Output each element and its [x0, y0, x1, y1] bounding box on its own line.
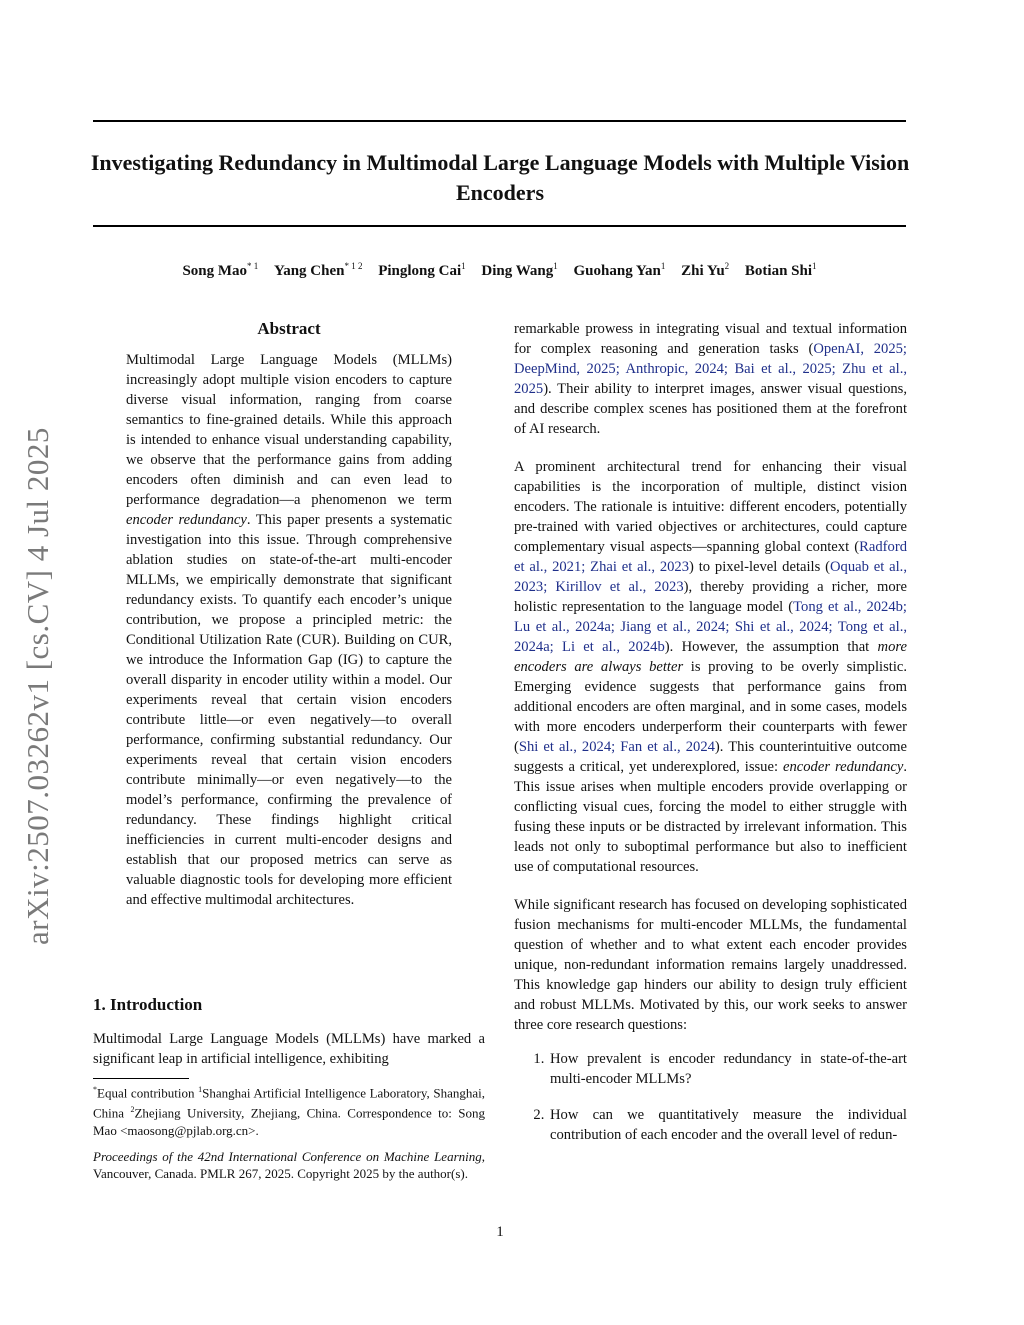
citation-link[interactable]: Radford et al., 2021; Zhai et al., 2023: [514, 539, 907, 575]
author-3: Pinglong Cai$^1$: [378, 261, 466, 279]
arxiv-side-stamp: arXiv:2507.03262v1 [cs.CV] 4 Jul 2025: [20, 427, 55, 945]
intro-paragraph-2: A prominent architectural trend for enhancing their visual capabilities is the incorporation of multiple, distinct vision encoders. The rationale is intuitive: different encoders, potentially pre-trained with varied objectives or architectures, could capture complementary visual aspects—spanning global context (Radford et al., 2021; Zhai et al., 2023) to pixel-level details (Oquab et al., 2023; Kirillov et al., 2023), thereby providing a richer, more holistic representation to the language model (Tong et al., 2024b; Lu et al., 2024a; Jiang et al., 2024; Shi et al., 2024; Tong et al., 2024a; Li et al., 2024b). However, the assumption that more encoders are always better is proving to be overly simplistic. Emerging evidence suggests that performance gains from additional encoders are often marginal, and in some cases, models with more encoders underperform their counterparts with fewer (Shi et al., 2024; Fan et al., 2024). This counterintuitive outcome suggests a critical, yet underexplored, issue: encoder redundancy. This issue arises when multiple encoders provide overlapping or conflicting visual cues, forcing the model to either struggle with fusing these inputs or be distracted by irrelevant information. This leads not only to suboptimal performance but also to inefficient use of computational resources.: [514, 459, 907, 875]
intro-left-paragraph: Multimodal Large Language Models (MLLMs) have marked a significant leap in artificial intelligence, exhibiting: [93, 1031, 485, 1067]
author-list: [93, 261, 906, 280]
intro-paragraph-1: remarkable prowess in integrating visual and textual information for complex reasoning and generation tasks (OpenAI, 2025; DeepMind, 2025; Anthropic, 2024; Bai et al., 2025; Zhu et al., 2025). Their ability to interpret images, answer visual questions, and describe complex scenes has positioned them at the forefront of AI research.: [514, 321, 907, 437]
list-item: 1. How prevalent is encoder redundancy in state-of-the-art multi-encoder MLLMs?: [548, 1049, 907, 1089]
citation-link[interactable]: Tong et al., 2024b; Lu et al., 2024a; Jiang et al., 2024; Shi et al., 2024; Tong et al., 2024a; Li et al., 2024b: [514, 599, 907, 655]
citation-link[interactable]: OpenAI, 2025; DeepMind, 2025; Anthropic, 2024; Bai et al., 2025; Zhu et al., 2025: [514, 341, 907, 397]
citation-link[interactable]: Oquab et al., 2023; Kirillov et al., 2023: [514, 559, 907, 595]
footnote: *Equal contribution $^1$Shanghai Artificial Intelligence Laboratory, Shanghai, China $^2$Zhejiang University, Zhejiang, China. Correspondence to: Song Mao <maosong@pjlab.org.cn>.: [93, 1085, 485, 1138]
section-heading-introduction: 1. Introduction: [93, 995, 203, 1014]
abstract-body: Multimodal Large Language Models (MLLMs) increasingly adopt multiple vision encoders to capture diverse visual information, ranging from coarse semantics to fine-grained details. While this approach is intended to enhance visual understanding capability, we observe that the performance gains from adding encoders often diminish and can even lead to performance degradation—a phenomenon we term encoder redundancy. This paper presents a systematic investigation into this issue. Through comprehensive ablation studies on state-of-the-art multi-encoder MLLMs, we empirically demonstrate that significant redundancy exists. To quantify each encoder’s unique contribution, we propose a principled metric: the Conditional Utilization Rate (CUR). Building on CUR, we introduce the Information Gap (IG) to capture the overall disparity in encoder utility within a model. Our experiments reveal that certain vision encoders contribute little—or even negatively—to overall performance, confirming substantial redundancy. Our experiments reveal that certain vision encoders contribute minimally—or even negatively—to the model’s performance, confirming the prevalence of redundancy. These findings highlight critical inefficiencies in current multi-encoder designs and establish that our proposed metrics can serve as valuable diagnostic tools for developing more efficient and effective multimodal architectures.: [126, 352, 452, 908]
author-4: Ding Wang$^1$: [481, 261, 558, 279]
intro-paragraph-3: While significant research has focused on developing sophisticated fusion mechanisms for multi-encoder MLLMs, the fundamental question of whether and to what extent each encoder provides unique, non-redundant information remains largely unaddressed. This knowledge gap hinders our ability to design truly efficient and robust MLLMs. Motivated by this, our work seeks to answer three core research questions:: [514, 897, 907, 1033]
author-6: Zhi Yu$^2$: [681, 261, 730, 279]
abstract-heading: Abstract: [257, 319, 321, 338]
citation-link[interactable]: Shi et al., 2024; Fan et al., 2024: [518, 739, 715, 755]
proceedings-note: Proceedings of the 42nd International Conference on Machine Learning, Vancouver, Canada. PMLR 267, 2025. Copyright 2025 by the author(s).: [93, 1149, 485, 1181]
top-rule: [93, 120, 906, 122]
author-5: Guohang Yan$^1$: [573, 261, 666, 279]
research-questions-list: [514, 1049, 907, 1145]
footnote-rule: [93, 1078, 189, 1079]
right-column: [514, 319, 907, 1161]
author-7: Botian Shi$^1$: [744, 261, 817, 279]
paper-title: Investigating Redundancy in Multimodal Large Language Models with Multiple Vision Encoders: [90, 150, 910, 205]
list-item: 2. How can we quantitatively measure the individual contribution of each encoder and the overall level of redun-: [548, 1105, 907, 1145]
title-bottom-rule: [93, 225, 906, 227]
author-2: Yang Chen$^{* 1 2}$: [274, 261, 363, 279]
page-number: 1: [496, 1224, 504, 1240]
author-1: Song Mao$^{* 1}$: [182, 261, 259, 279]
